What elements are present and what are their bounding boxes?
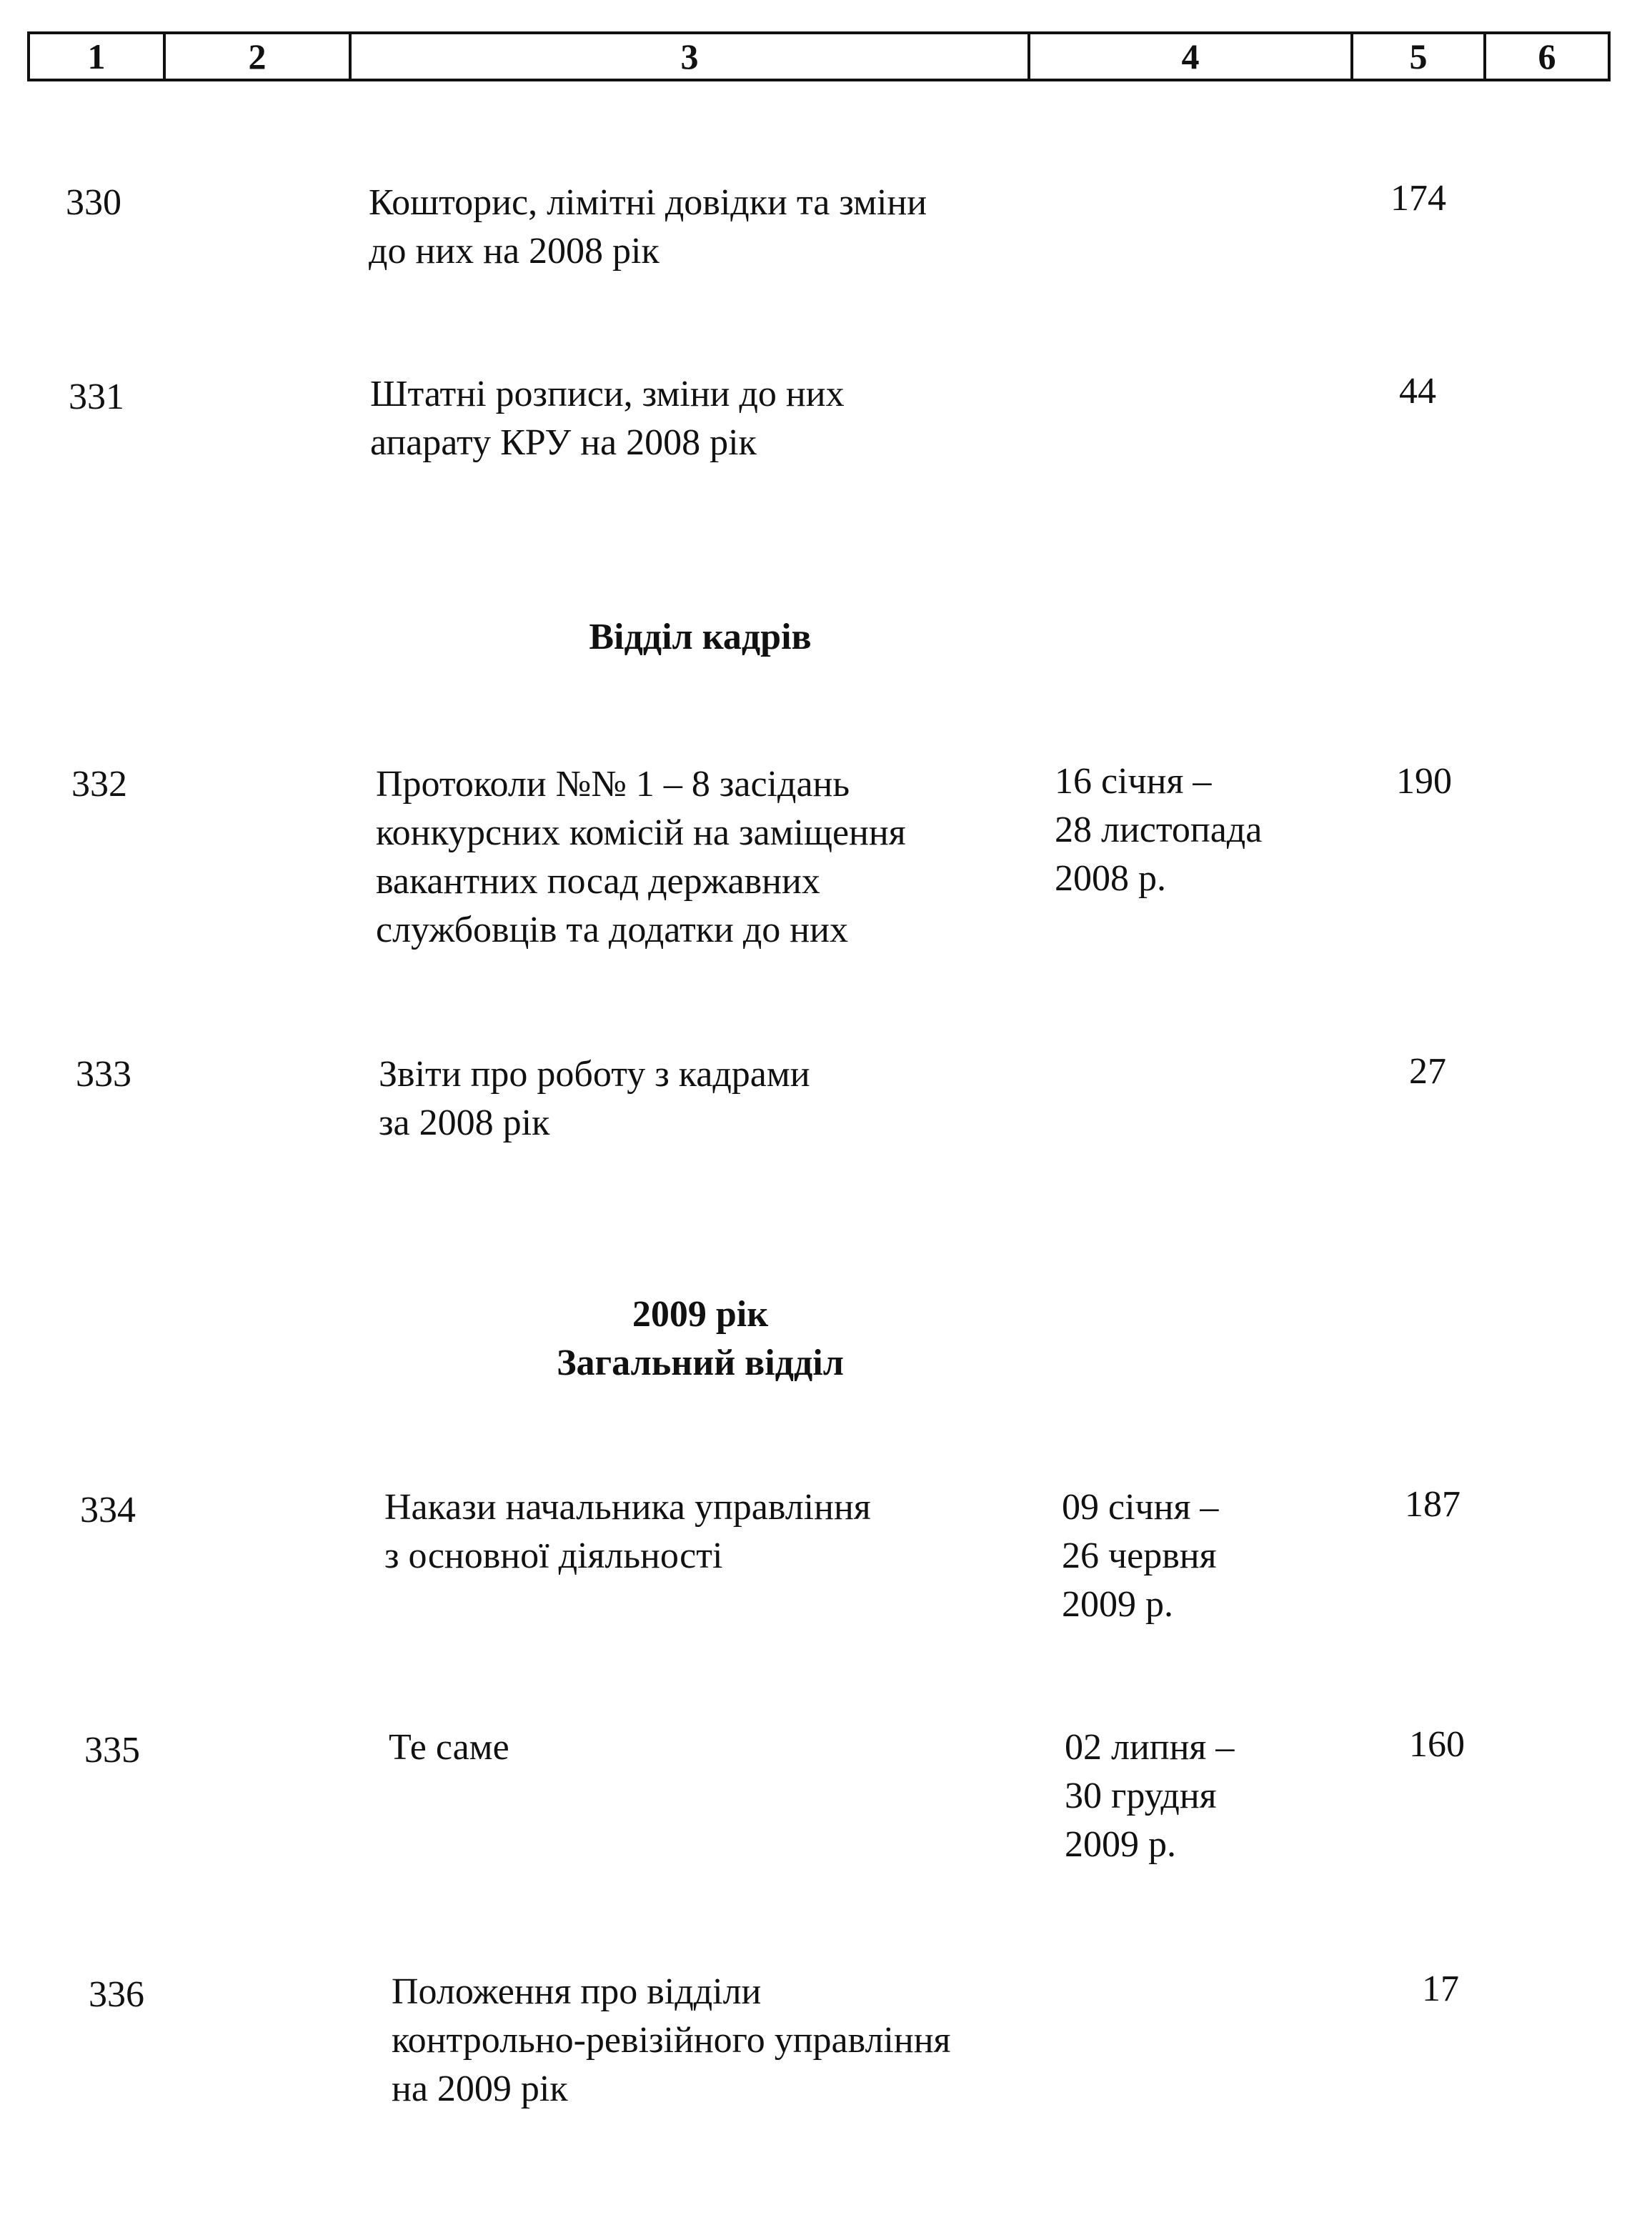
column-header-5: 5 xyxy=(1352,33,1485,80)
row-number: 336 xyxy=(89,1974,144,2015)
column-header-row xyxy=(29,33,1609,80)
row-sheet-count: 174 xyxy=(1390,178,1446,219)
row-date-range: 09 січня – 26 червня 2009 р. xyxy=(1062,1487,1219,1625)
section-heading-personnel: Відділ кадрів xyxy=(589,617,812,657)
row-sheet-count: 187 xyxy=(1405,1484,1461,1525)
row-sheet-count: 190 xyxy=(1396,761,1452,802)
row-sheet-count: 160 xyxy=(1409,1724,1465,1765)
row-title: Кошторис, лімітні довідки та зміни до них на 2008 рік xyxy=(369,182,927,272)
row-number: 333 xyxy=(76,1054,131,1095)
column-header-6: 6 xyxy=(1485,33,1609,80)
column-header-2: 2 xyxy=(164,33,350,80)
column-header-table xyxy=(27,31,1611,81)
column-header-3: 3 xyxy=(350,33,1029,80)
row-number: 330 xyxy=(66,182,121,223)
row-date-range: 02 липня – 30 грудня 2009 р. xyxy=(1065,1727,1235,1865)
row-title: Накази начальника управління з основної діяльності xyxy=(384,1487,871,1576)
row-title: Те саме xyxy=(389,1727,509,1768)
row-sheet-count: 27 xyxy=(1409,1051,1446,1092)
row-title: Положення про відділи контрольно-ревізійного управління на 2009 рік xyxy=(392,1971,951,2109)
row-number: 331 xyxy=(69,377,124,417)
row-sheet-count: 17 xyxy=(1422,1968,1459,2009)
row-title: Звіти про роботу з кадрами за 2008 рік xyxy=(379,1054,810,1143)
row-sheet-count: 44 xyxy=(1399,371,1436,412)
column-header-4: 4 xyxy=(1029,33,1352,80)
section-heading-general-department: Загальний відділ xyxy=(557,1343,844,1383)
column-header-1: 1 xyxy=(29,33,164,80)
row-title: Протоколи №№ 1 – 8 засідань конкурсних комісій на заміщення вакантних посад державних службовців та додатки до них xyxy=(376,764,906,950)
row-number: 332 xyxy=(71,764,127,805)
row-number: 334 xyxy=(80,1490,136,1530)
row-number: 335 xyxy=(84,1730,140,1771)
section-heading-year: 2009 рік xyxy=(632,1294,769,1335)
row-title: Штатні розписи, зміни до них апарату КРУ на 2008 рік xyxy=(370,374,845,463)
row-date-range: 16 січня – 28 листопада 2008 р. xyxy=(1055,761,1263,899)
